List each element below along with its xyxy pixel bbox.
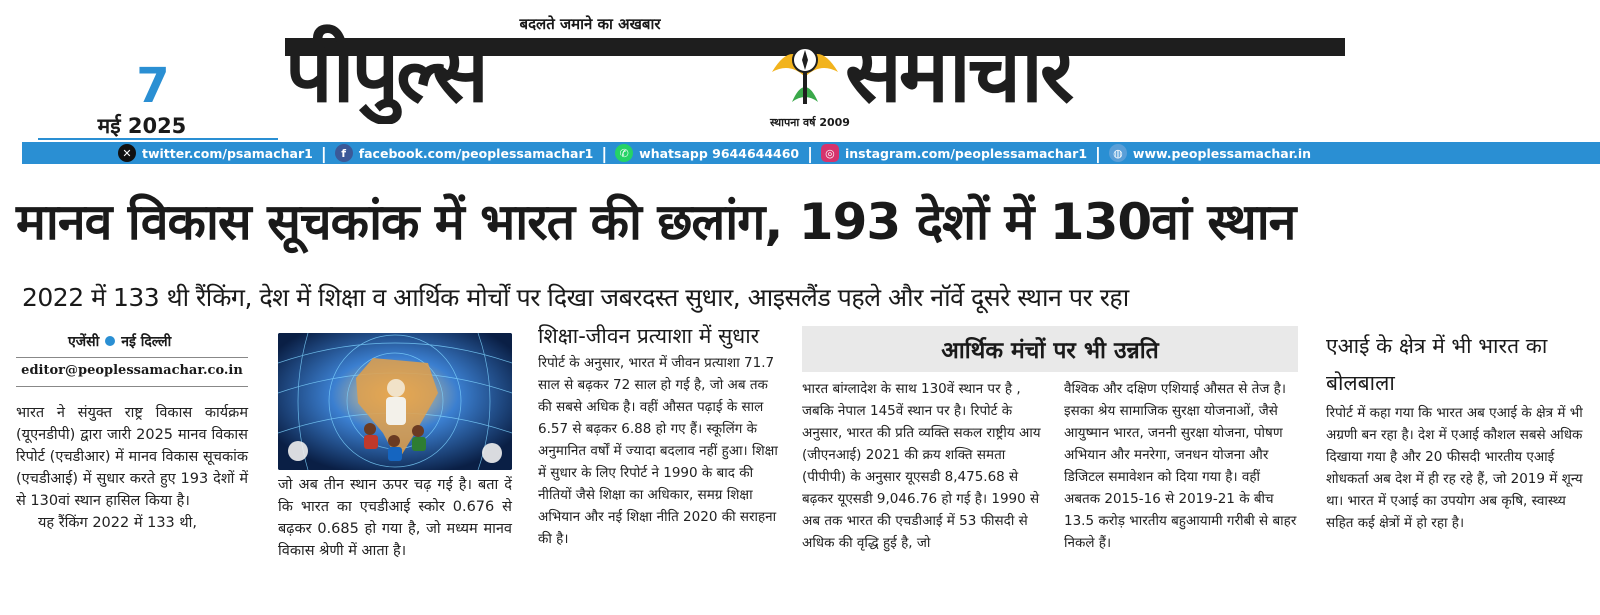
- instagram-icon: ◎: [821, 144, 839, 162]
- date-month-year: मई 2025: [97, 114, 187, 138]
- bullet-icon: [105, 336, 115, 346]
- col1-paragraph-1: भारत ने संयुक्त राष्ट्र विकास कार्यक्रम (यूएनडीपी) द्वारा जारी 2025 मानव विकास रिपोर्ट (एचडीआर) में मानव विकास सूचकांक (एचडीआई) में सुधार करते हुए 193 देशों में से 130वां स्थान हासिल किया है।: [16, 405, 248, 509]
- whatsapp-number: whatsapp 9644644460: [639, 145, 800, 161]
- byline: [68, 332, 248, 351]
- website-link[interactable]: [1109, 144, 1311, 162]
- editor-email[interactable]: editor@peoplessamachar.co.in: [21, 363, 243, 378]
- article-column-4b: वैश्विक और दक्षिण एशियाई औसत से तेज है। इसका श्रेय सामाजिक सुरक्षा योजनाओं, जैसे आयुष्मान भारत, जननी सुरक्षा योजना, पोषण अभियान और मनरेगा, जनधन योजना और डिजिटल समावेशन को दिया गया है। वहीं अबतक 2015-16 से 2019-21 के बीच 13.5 करोड़ भारतीय बहुआयामी गरीबी से बाहर निकले हैं।: [1064, 381, 1297, 551]
- date-day: 7: [136, 58, 170, 114]
- globe-icon: ◍: [1109, 144, 1127, 162]
- twitter-link[interactable]: [118, 144, 313, 162]
- website-url: www.peoplessamachar.in: [1132, 145, 1312, 161]
- separator: |: [320, 143, 327, 163]
- article-subheadline: 2022 में 133 थी रैंकिंग, देश में शिक्षा व आर्थिक मोर्चों पर दिखा जबरदस्त सुधार, आइसलैंड पहले और नॉर्वे दूसरे स्थान पर रहा: [22, 283, 1129, 312]
- section-heading-economy: आर्थिक मंचों पर भी उन्नति: [941, 338, 1159, 364]
- facebook-handle: facebook.com/peoplessamachar1: [358, 145, 594, 161]
- article-column-2: जो अब तीन स्थान ऊपर चढ़ गई है। बता दें कि भारत का एचडीआई स्कोर 0.676 से बढ़कर 0.685 हो गया है, जो मध्यम मानव विकास श्रेणी में आता है।: [278, 477, 512, 559]
- article-column-4a: भारत बांग्लादेश के साथ 130वें स्थान पर है , जबकि नेपाल 145वें स्थान पर है। रिपोर्ट के अनुसार, भारत की प्रति व्यक्ति सकल राष्ट्रीय आय (जीएनआई) 2021 की क्रय शक्ति समता (पीपीपी) के अनुसार यूएसडी 8,475.68 से बढ़कर यूएसडी 9,046.76 हो गई है। 1990 से अब तक भारत की एचडीआई में 53 फीसदी से अधिक की वृद्धि हुई है, जो: [802, 381, 1041, 551]
- instagram-handle: instagram.com/peoplessamachar1: [844, 145, 1088, 161]
- facebook-icon: f: [335, 144, 353, 162]
- twitter-handle: twitter.com/psamachar1: [142, 145, 313, 161]
- article-column-3: रिपोर्ट के अनुसार, भारत में जीवन प्रत्याशा 71.7 साल से बढ़कर 72 साल हो गई है, जो अब तक की सबसे अधिक है। वहीं औसत पढ़ाई के साल 6.57 से बढ़कर 6.88 हो गए हैं। स्कूलिंग के अनुमानित वर्षों में ज्यादा बदलाव नहीं हुआ। शिक्षा में सुधार के लिए रिपोर्ट ने 1990 के बाद की नीतियों जैसे शिक्षा का अधिकार, समग्र शिक्षा अभियान और नई शिक्षा नीति 2020 की सराहना की है।: [538, 355, 778, 547]
- whatsapp-link[interactable]: [615, 144, 799, 162]
- date-underline: [38, 138, 278, 140]
- separator: |: [807, 143, 813, 163]
- social-links-bar: [22, 142, 1600, 164]
- logo-text-left[interactable]: पीपुल्स: [285, 23, 486, 121]
- whatsapp-icon: ✆: [615, 144, 633, 162]
- masthead-tagline: बदलते जमाने का अखबार: [519, 15, 661, 33]
- section-heading-education: शिक्षा-जीवन प्रत्याशा में सुधार: [538, 324, 760, 348]
- byline-agency: एजेंसी: [68, 334, 100, 350]
- col1-paragraph-2: यह रैंकिंग 2022 में 133 थी,: [38, 515, 198, 531]
- byline-city: नई दिल्ली: [121, 334, 172, 350]
- article-photo: [278, 333, 512, 470]
- separator: |: [601, 143, 608, 163]
- divider: [16, 386, 248, 387]
- article-column-1: [16, 402, 248, 534]
- newspaper-emblem-icon: [770, 32, 840, 112]
- separator: |: [1095, 143, 1101, 163]
- facebook-link[interactable]: [335, 144, 594, 162]
- x-icon: ✕: [118, 144, 136, 162]
- article-headline: मानव विकास सूचकांक में भारत की छलांग, 193 देशों में 130वां स्थान: [16, 193, 1296, 251]
- logo-text-right[interactable]: समाचार: [845, 23, 1072, 121]
- established-year: स्थापना वर्ष 2009: [770, 116, 850, 129]
- divider: [16, 357, 248, 358]
- instagram-link[interactable]: [821, 144, 1087, 162]
- section-heading-ai: एआई के क्षेत्र में भी भारत का बोलबाला: [1326, 334, 1548, 395]
- article-column-5: रिपोर्ट में कहा गया कि भारत अब एआई के क्षेत्र में भी अग्रणी बन रहा है। देश में एआई कौशल सबसे अधिक दिखाया गया है और 20 फीसदी भारतीय एआई शोधकर्ता अब देश में ही रह रहे हैं, जो 2019 में शून्य था। भारत में एआई का उपयोग अब कृषि, स्वास्थ्य सहित कई क्षेत्रों में हो रहा है।: [1326, 405, 1583, 531]
